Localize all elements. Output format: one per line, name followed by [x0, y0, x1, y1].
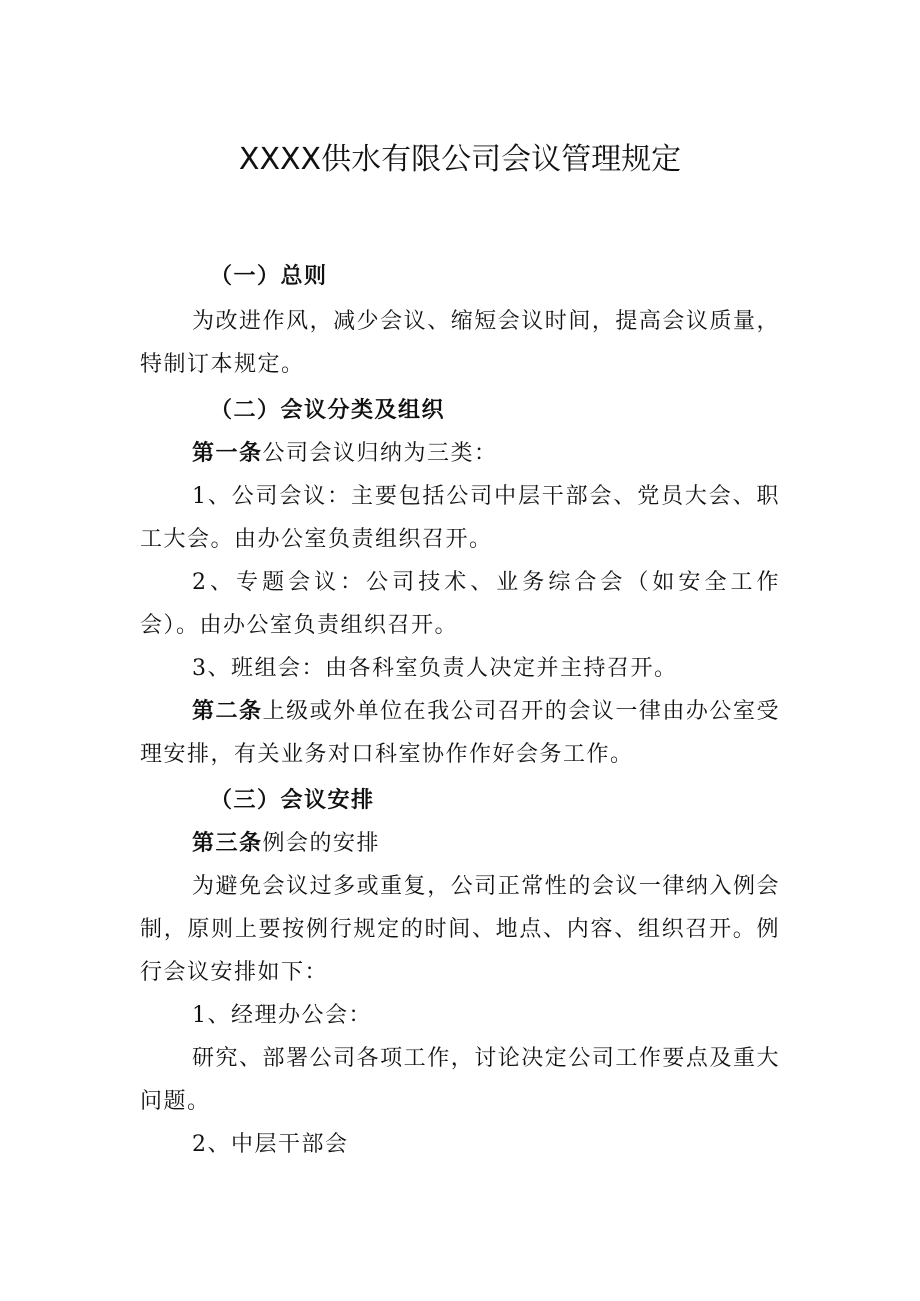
section-heading-classification: （二）会议分类及组织: [210, 398, 446, 423]
list-item-special-meeting: 2、专题会议：公司技术、业务综合会（如安全工作会）。由办公室负责组织召开。: [140, 570, 780, 638]
list-item-team-meeting: 3、班组会：由各科室负责人决定并主持召开。: [192, 656, 678, 681]
document-body: [140, 255, 780, 1166]
meeting-1-description: 研究、部署公司各项工作，讨论决定公司工作要点及重大问题。: [140, 1046, 780, 1114]
meeting-2-title: 2、中层干部会: [192, 1132, 349, 1157]
article-2-label: 第二条: [192, 699, 263, 724]
paragraph-general-purpose: 为改进作风，减少会议、缩短会议时间，提高会议质量，特制订本规定。: [140, 309, 780, 377]
article-2-text: 上级或外单位在我公司召开的会议一律由办公室受理安排，有关业务对口科室协作作好会务工作。: [140, 699, 780, 767]
article-1: [140, 432, 780, 475]
article-1-label: 第一条: [192, 441, 263, 466]
document-title: XXXX供水有限公司会议管理规定: [238, 142, 682, 177]
article-3-label: 第三条: [192, 831, 263, 856]
article-1-text: 公司会议归纳为三类：: [262, 441, 498, 466]
paragraph-regular-meetings: 为避免会议过多或重复，公司正常性的会议一律纳入例会制，原则上要按例行规定的时间、地点、内容、组织召开。例行会议安排如下：: [140, 874, 780, 985]
list-item-company-meeting: 1、公司会议：主要包括公司中层干部会、党员大会、职工大会。由办公室负责组织召开。: [140, 484, 780, 552]
section-heading-general: （一）总则: [210, 264, 328, 289]
meeting-1-title: 1、经理办公会：: [192, 1003, 372, 1028]
article-3-text: 例会的安排: [262, 831, 381, 856]
article-3: [140, 822, 780, 865]
article-2: [140, 690, 780, 776]
section-heading-arrangement: （三）会议安排: [210, 788, 375, 813]
